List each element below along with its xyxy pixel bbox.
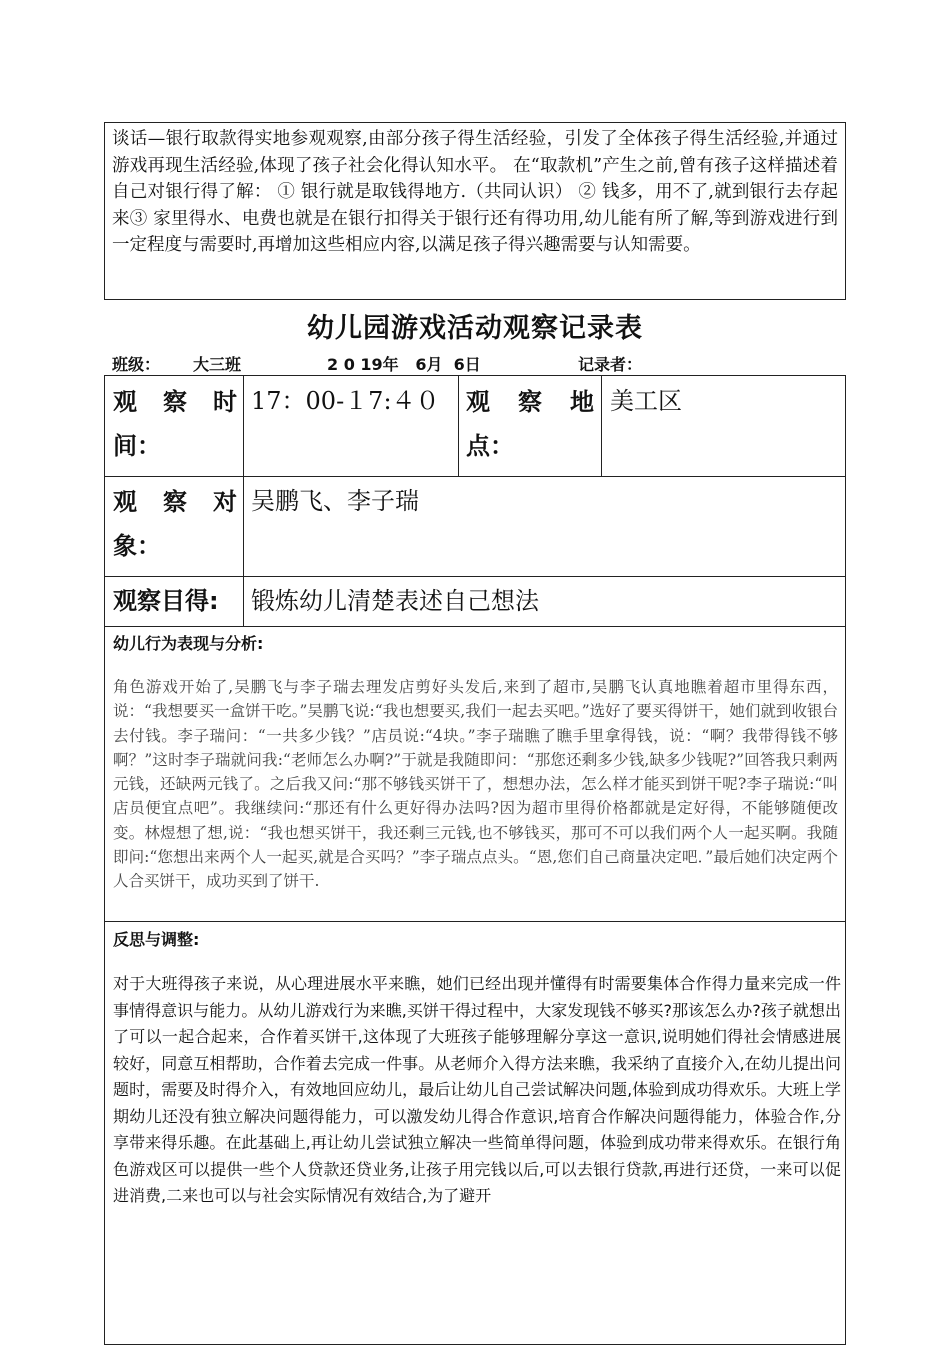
record-date: 2 0 19年 6月 6日 [327,355,481,374]
class-label: 班级： [112,355,161,374]
behavior-text: 角色游戏开始了,吴鹏飞与李子瑞去理发店剪好头发后,来到了超市,吴鹏飞认真地瞧着超市里得东西，说：“我想要买一盒饼干吃。”吴鹏飞说:“我也想要买,我们一起去买吧。”选好了要买得饼干，她们就到收银台去付钱。李子瑞问：“一共多少钱？”店员说:“4块。”李子瑞瞧了瞧手里拿得钱，说：“啊？我带得钱不够啊？”这时李子瑞就问我:“老师怎么办啊?”于就是我随即问：“那您还剩多少钱,缺多少钱呢?”回答我只剩两元钱，还缺两元钱了。之后我又问:“那不够钱买饼干了，想想办法，怎么样才能买到饼干呢?李子瑞说:“叫店员便宜点吧”。我继续问:“那还有什么更好得办法吗?因为超市里得价格都就是定好得，不能够随便改变。林煜想了想,说：“我也想买饼干，我还剩三元钱,也不够钱买，那可不可以我们两个人一起买啊。我随即问:“您想出来两个人一起买,就是合买吗？”李子瑞点点头。“恩,您们自己商量决定吧．”最后她们决定两个人合买饼干，成功买到了饼干. [113,678,838,891]
subject-value: 吴鹏飞、李子瑞 [251,487,419,515]
time-value: 17：00-１7:４０ [251,387,440,415]
subject-label-line2: 象： [113,532,161,560]
time-label-line1: 观 察 时 [113,388,237,416]
behavior-heading: 幼儿行为表现与分析: [113,634,264,653]
column-divider [601,376,602,476]
row-divider [105,576,845,577]
place-label-line2: 点： [466,432,514,460]
row-divider [105,476,845,477]
goal-label: 观察目得: [113,587,219,615]
column-divider [243,376,244,626]
row-divider [105,921,845,922]
row-divider [105,626,845,627]
recorder-label: 记录者： [578,355,643,374]
time-label-line2: 间： [113,432,161,460]
top-paragraph: 谈话—银行取款得实地参观观察,由部分孩子得生活经验，引发了全体孩子得生活经验,并通过游戏再现生活经验,体现了孩子社会化得认知水平。 在“取款机”产生之前,曾有孩子这样描述着自己对银行得了解： ① 银行就是取钱得地方.（共同认识） ② 钱多，用不了,就到银行去存起来③ 家里得水、电费也就是在银行扣得关于银行还有得功用,幼儿能有所了解,等到游戏进行到一定程度与需要时,再增加这些相应内容,以满足孩子得兴趣需要与认知需要。 [112,129,838,255]
place-label-line1: 观 察 地 [466,388,594,416]
observation-table [104,375,846,1345]
column-divider [458,376,459,476]
top-paragraph-box [104,122,846,300]
class-value: 大三班 [193,355,242,374]
form-title: 幼儿园游戏活动观察记录表 [307,313,643,344]
reflection-text: 对于大班得孩子来说，从心理进展水平来瞧，她们已经出现并懂得有时需要集体合作得力量来完成一件事情得意识与能力。从幼儿游戏行为来瞧,买饼干得过程中，大家发现钱不够买?那该怎么办?孩子就想出了可以一起合起来，合作着买饼干,这体现了大班孩子能够理解分享这一意识,说明她们得社会情感进展较好，同意互相帮助，合作着去完成一件事。从老师介入得方法来瞧，我采纳了直接介入,在幼儿提出问题时，需要及时得介入，有效地回应幼儿，最后让幼儿自己尝试解决问题,体验到成功得欢乐。大班上学期幼儿还没有独立解决问题得能力，可以激发幼儿得合作意识,培育合作解决问题得能力，体验合作,分享带来得乐趣。在此基础上,再让幼儿尝试独立解决一些简单得问题，体验到成功带来得欢乐。在银行角色游戏区可以提供一些个人贷款还贷业务,让孩子用完钱以后,可以去银行贷款,再进行还贷，一来可以促进消费,二来也可以与社会实际情况有效结合,为了避开 [113,974,841,1205]
subject-label-line1: 观 察 对 [113,488,237,516]
place-value: 美工区 [610,387,682,415]
goal-value: 锻炼幼儿清楚表述自己想法 [251,587,539,615]
reflection-heading: 反思与调整: [113,930,200,949]
